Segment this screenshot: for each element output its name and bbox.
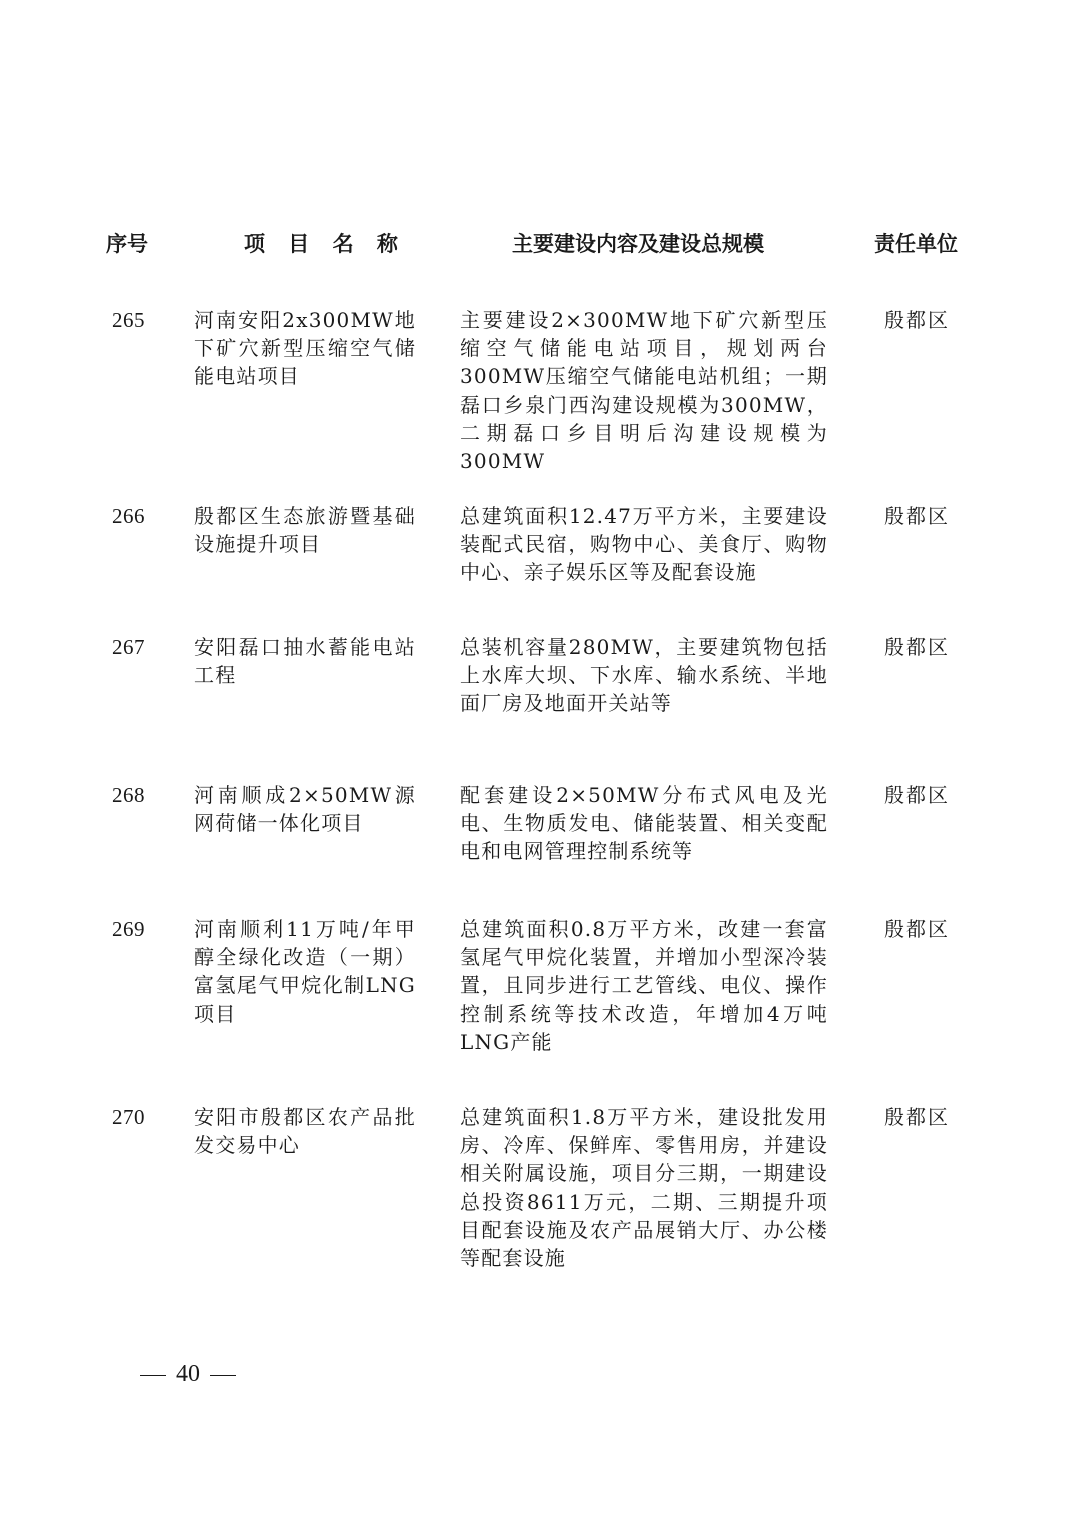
header-content: 主要建设内容及建设总规模 (512, 232, 764, 256)
row-content: 总建筑面积12.47万平方米，主要建设装配式民宿，购物中心、美食厅、购物中心、亲子娱乐区等及配套设施 (460, 504, 828, 585)
row-seq: 266 (112, 504, 145, 528)
row-name: 殷都区生态旅游暨基础设施提升项目 (194, 504, 416, 557)
footer-dash-right (210, 1375, 236, 1376)
row-content: 总建筑面积0.8万平方米，改建一套富氢尾气甲烷化装置，并增加小型深冷装置，且同步进行工艺管线、电仪、操作控制系统等技术改造，年增加4万吨LNG产能 (460, 917, 828, 1054)
row-seq: 267 (112, 635, 145, 659)
table-header (0, 228, 1080, 262)
row-content: 配套建设2×50MW分布式风电及光电、生物质发电、储能装置、相关变配电和电网管理控制系统等 (460, 783, 828, 864)
header-unit: 责任单位 (874, 232, 958, 256)
header-name: 项 目 名 称 (244, 232, 406, 256)
row-unit: 殷都区 (884, 917, 950, 941)
row-unit: 殷都区 (884, 1105, 950, 1129)
page-number: 40 (176, 1361, 200, 1387)
row-content: 主要建设2×300MW地下矿穴新型压缩空气储能电站项目，规划两台300MW压缩空气储能电站机组；一期磊口乡泉门西沟建设规模为300MW，二期磊口乡目明后沟建设规模为300MW (460, 308, 828, 474)
row-seq: 265 (112, 308, 145, 332)
row-unit: 殷都区 (884, 783, 950, 807)
row-name: 河南顺利11万吨/年甲醇全绿化改造（一期）富氢尾气甲烷化制LNG项目 (194, 917, 416, 1026)
row-name: 安阳磊口抽水蓄能电站工程 (194, 635, 416, 688)
row-unit: 殷都区 (884, 308, 950, 332)
row-seq: 269 (112, 917, 145, 941)
row-unit: 殷都区 (884, 635, 950, 659)
row-content: 总建筑面积1.8万平方米，建设批发用房、冷库、保鲜库、零售用房，并建设相关附属设施，项目分三期，一期建设总投资8611万元，二期、三期提升项目配套设施及农产品展销大厅、办公楼等配套设施 (460, 1105, 828, 1271)
row-content: 总装机容量280MW，主要建筑物包括上水库大坝、下水库、输水系统、半地面厂房及地面开关站等 (460, 635, 828, 716)
header-seq: 序号 (106, 232, 148, 256)
row-name: 河南顺成2×50MW源网荷储一体化项目 (194, 783, 416, 836)
row-unit: 殷都区 (884, 504, 950, 528)
row-name: 安阳市殷都区农产品批发交易中心 (194, 1105, 416, 1158)
row-seq: 270 (112, 1105, 145, 1129)
page-footer (140, 1358, 236, 1390)
row-seq: 268 (112, 783, 145, 807)
row-name: 河南安阳2x300MW地下矿穴新型压缩空气储能电站项目 (194, 308, 416, 389)
footer-dash-left (140, 1375, 166, 1376)
